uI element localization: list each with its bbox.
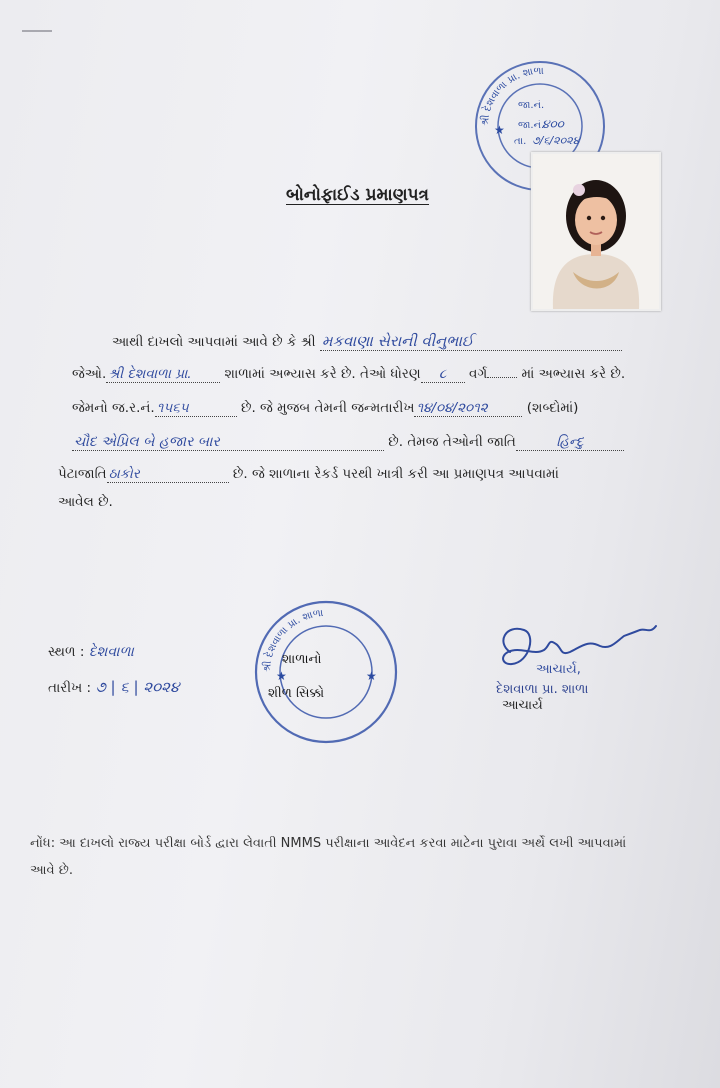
principal-label: આચાર્ય xyxy=(502,698,543,713)
date-row xyxy=(48,678,179,696)
line3-suffix: (શબ્દોમાં) xyxy=(526,400,579,416)
body-line-2 xyxy=(72,366,625,383)
seal-label-2: શીળ સિક્કો xyxy=(268,686,325,701)
footnote: નોંધ: આ દાખલો રાજ્ય પરીક્ષા બોર્ડ દ્વારા લેવાતી NMMS પરીક્ષાના આવેદન કરવા માટેના પુરાવા અર્થે લખી આપવામાં આવે છે. xyxy=(30,836,627,878)
line3-prefix: જેમનો જ.ર.નં. xyxy=(72,400,155,416)
student-name: મકવાણા સેરાની વીનુભાઈ xyxy=(320,332,622,351)
star-icon: ★ xyxy=(494,123,505,137)
student-photo xyxy=(531,152,661,311)
paper-mark xyxy=(22,30,52,32)
seal-ring-text: શ્રી દેશવાળા પ્રા. શાળા xyxy=(261,607,324,673)
body-line-5 xyxy=(58,466,559,483)
line3-mid: છે. જે મુજબ તેમની જન્મતારીખ xyxy=(241,400,415,416)
body-line-4 xyxy=(72,434,624,451)
standard-value: ૮ xyxy=(421,366,465,383)
birth-date: ૧૪/૦૪/૨૦૧૨ xyxy=(414,400,522,417)
caste-value: હિન્દુ xyxy=(516,434,624,451)
certificate-title: બોનોફાઈડ પ્રમાણપત્ર xyxy=(286,185,430,205)
school-seal-stamp xyxy=(252,598,400,746)
svg-text:શ્રી દેશવાળા પ્રા. શાળા xyxy=(479,66,545,126)
stamp-date-label: તા. xyxy=(514,136,527,147)
stamp-date-value: ૭/૬/૨૦૨૪ xyxy=(532,134,580,147)
birth-date-words: ચૌદ એપ્રિલ બે હજાર બાર xyxy=(72,434,384,451)
body-line-1 xyxy=(112,332,622,351)
line5-suffix: છે. જે શાળાના રેકર્ડ પરથી ખાત્રી કરી આ પ્રમાણપત્ર આપવામાં xyxy=(232,466,559,482)
date-label: તારીખ : xyxy=(48,680,92,696)
school-name: શ્રી દેશવાળા પ્રા. xyxy=(106,366,220,383)
stamp-no-value: ૪૦૦ xyxy=(542,117,564,131)
stamp-no-label-2: જા.નં. xyxy=(518,120,545,131)
stamp-ring-text: શ્રી દેશવાળા પ્રા. શાળા xyxy=(479,65,544,127)
seal-star-icon: ★ xyxy=(276,669,287,683)
line1-prefix: આથી દાખલો આપવામાં આવે છે કે શ્રી xyxy=(112,334,316,350)
body-line-6 xyxy=(58,494,113,510)
line4-mid: છે. તેમજ તેઓની જાતિ xyxy=(388,434,516,450)
place-value: દેશવાળા xyxy=(88,644,134,660)
stamp-no-label: જા.નં. xyxy=(518,100,545,111)
principal-stamp-title: આચાર્ય, xyxy=(536,662,581,677)
place-row xyxy=(48,644,134,660)
line2-prefix: જેઓ. xyxy=(72,366,107,382)
line2-division-label: વર્ગ xyxy=(468,366,488,382)
date-value: ૭ | ૬ | ૨૦૨૪ xyxy=(95,678,180,696)
line2-suffix: માં અભ્યાસ કરે છે. xyxy=(521,366,626,382)
seal-star-icon-right: ★ xyxy=(366,669,377,683)
seal-label-1: શાળાનો xyxy=(282,652,322,667)
line6-text: આવેલ છે. xyxy=(58,494,113,510)
sub-caste-value: ઠાકોર xyxy=(107,466,229,483)
place-label: સ્થળ : xyxy=(48,644,85,660)
gr-number: ૧૫૬૫ xyxy=(155,400,237,417)
body-line-3 xyxy=(72,400,578,417)
line2-mid: શાળામાં અભ્યાસ કરે છે. તેઓ ધોરણ xyxy=(224,366,421,382)
line5-prefix: પેટાજાતિ xyxy=(58,466,107,482)
principal-stamp-school: દેશવાળા પ્રા. શાળા xyxy=(496,682,589,697)
division-value xyxy=(487,377,517,378)
